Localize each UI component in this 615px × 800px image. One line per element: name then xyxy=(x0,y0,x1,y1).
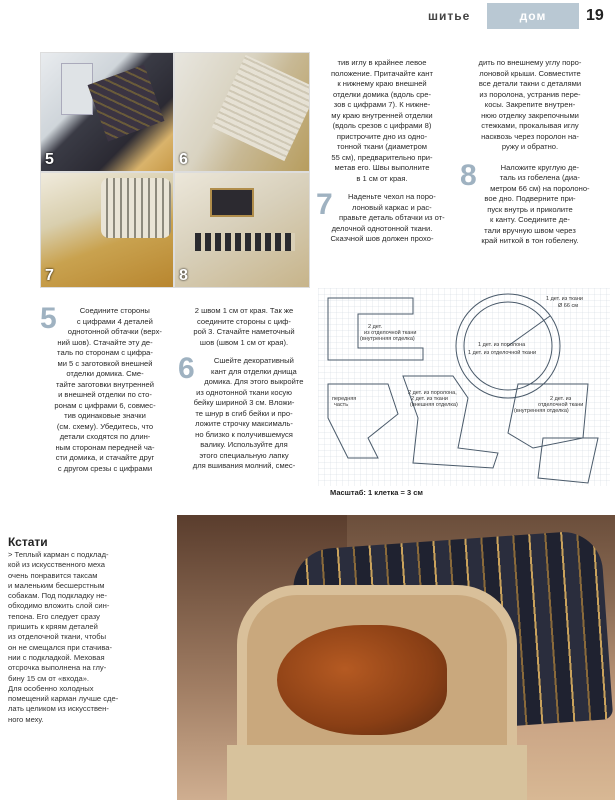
text-line: с цифрами 4 деталей xyxy=(76,316,153,326)
text-line: соедините стороны с циф- xyxy=(197,316,291,326)
text-line: край ниткой в тон гобелену. xyxy=(481,236,579,245)
text-line: таль из гобелена (диа- xyxy=(499,173,580,182)
text-line: (см. схему). Убедитесь, что xyxy=(56,421,154,431)
text-line: ложите строчку максималь- xyxy=(195,419,293,428)
text-line: домика. Для этого выкройте xyxy=(204,377,304,386)
pattern-label: (внутренняя отделка) xyxy=(514,408,569,414)
text-line: кой из искусственного меха xyxy=(8,560,105,570)
step-photo-5 xyxy=(40,52,174,172)
sidebar-text xyxy=(8,550,160,725)
text-line: для вшивания молний, смес- xyxy=(192,461,296,470)
pattern-label: (внутренняя отделка) xyxy=(360,336,415,342)
text-line: Для особенно холодных xyxy=(8,683,94,693)
text-line: делочной однотонной ткани. xyxy=(331,223,433,233)
text-line: валику. Используйте для xyxy=(200,440,288,449)
text-line: отсрочка выполнена на глу- xyxy=(8,663,107,673)
step-photo-7 xyxy=(40,172,174,288)
text-line: Соедините стороны xyxy=(79,306,150,315)
text-line: тив одинаковые значки xyxy=(64,411,146,420)
pattern-label: 1 дет. из ткани xyxy=(546,296,583,302)
text-line: нии с подкладкой. Меховая xyxy=(8,652,105,662)
text-line: к канту. Соедините де- xyxy=(490,215,570,224)
text-column-step-6 xyxy=(178,306,310,472)
text-line: очень понравится таксам xyxy=(8,570,98,580)
text-line: вое дно. Подверните при- xyxy=(484,194,576,203)
text-line: помещений карман лучше сде- xyxy=(8,694,119,704)
text-line: ронам с цифрами 6, совмес- xyxy=(54,400,156,410)
text-line: 55 см), предварительно при- xyxy=(331,152,433,162)
text-line: лоновый каркас и рас- xyxy=(352,202,432,212)
step-7 xyxy=(316,188,448,245)
text-line: Сшейте декоративный xyxy=(213,356,294,365)
pattern-label: из отделочной ткани xyxy=(364,330,417,336)
pattern-label: отделочной ткани xyxy=(538,402,584,408)
pattern-label: 1 дет. из поролона xyxy=(478,342,526,348)
text-column-steps-6-7 xyxy=(316,58,448,245)
text-line: тонной ткани (диаметром xyxy=(336,142,428,151)
text-line: Наложите круглую де- xyxy=(500,162,580,172)
text-line: тепона. Его следует сразу xyxy=(8,611,100,621)
section-label: шитье xyxy=(428,9,471,23)
step-photo-8 xyxy=(174,172,310,288)
text-line: ми 5 с заготовкой внешней xyxy=(57,358,153,368)
step-number-8: 8 xyxy=(460,158,477,192)
paragraph-6-continued xyxy=(316,58,448,184)
text-line: нюю отделку закрепочными xyxy=(481,110,579,120)
text-line: и маленьким бесшерстным xyxy=(8,580,105,590)
pattern-label: 1 дет. из отделочной ткани xyxy=(468,350,537,356)
text-line: рой 3. Стачайте наметочный xyxy=(193,327,295,336)
photo-label: 8 xyxy=(179,267,188,284)
text-line: (вдоль срезов с цифрами 8) xyxy=(332,121,432,130)
text-line: лоновой крыши. Совместите xyxy=(479,68,581,78)
text-line: 2 швом 1 см от края. Так же xyxy=(194,306,294,315)
step-6 xyxy=(178,352,310,472)
text-line: тайте заготовки внутренней xyxy=(55,379,155,389)
text-line: Сказчной шов должен прохо- xyxy=(330,234,434,243)
pattern-label: 2 дет. из поролона, xyxy=(408,390,457,396)
text-line: стежками, прокалывая иглу xyxy=(481,121,579,130)
text-line: он не смещался при стачива- xyxy=(8,642,113,652)
text-line: Наденьте чехол на поро- xyxy=(347,192,436,201)
photo-label: 7 xyxy=(45,267,54,284)
text-line: метром 66 см) на поролоно- xyxy=(490,183,590,193)
pattern-label: 2 дет. из xyxy=(550,396,572,402)
step-number-6: 6 xyxy=(178,352,195,385)
pattern-label: Ø 66 см xyxy=(558,303,578,309)
category-tab: дом xyxy=(487,3,579,29)
text-line: косы. Закрепите внутрен- xyxy=(484,100,576,109)
text-line: тив иглу в крайнее левое xyxy=(337,58,427,67)
text-line: пуск внутрь и приколите xyxy=(487,204,573,214)
pattern-label: 2 дет. из ткани xyxy=(411,396,448,402)
text-line: этого специальную лапку xyxy=(199,450,289,460)
pattern-label: часть xyxy=(334,402,349,408)
dachshund xyxy=(277,625,447,735)
dog-house-photo xyxy=(177,515,615,800)
text-line: те шнур в сгиб бейки и про- xyxy=(195,408,293,418)
text-line: ний шов). Стачайте эту де- xyxy=(57,337,153,347)
text-line: му краю внутренней отделки xyxy=(331,110,433,120)
step-number-7: 7 xyxy=(316,188,333,221)
text-column-step-5 xyxy=(40,302,170,474)
text-line: детали сходятся по длин- xyxy=(59,432,151,441)
text-line: тали вручную швом через xyxy=(484,225,576,235)
text-line: бейку шириной 3 см. Вложи- xyxy=(193,398,295,407)
text-line: из однотонной ткани косую xyxy=(196,387,292,397)
text-line: обходимо вложить слой син- xyxy=(8,601,110,611)
text-line: но близко к получившемуся xyxy=(195,429,293,439)
page-number: 19 xyxy=(586,7,604,24)
text-line: положение. Притачайте кант xyxy=(331,68,433,78)
photo-label: 5 xyxy=(45,151,54,168)
photo-label: 6 xyxy=(179,151,188,168)
text-line: из поролона, устранив пере- xyxy=(479,89,581,99)
text-line: и внешней отделки по сто- xyxy=(58,390,152,399)
pattern-label: передняя xyxy=(332,396,357,402)
text-line: сти домика, и стачайте друг xyxy=(55,453,155,462)
text-line: с другом срезы с цифрами xyxy=(57,463,153,473)
text-line: насквозь через поролон на- xyxy=(481,131,579,141)
text-line: ружу и обратно. xyxy=(501,142,559,151)
text-line: все детали такни с деталями xyxy=(478,79,582,88)
step-number-5: 5 xyxy=(40,302,57,335)
pattern-scale: Масштаб: 1 клетка = 3 см xyxy=(330,488,423,497)
text-line: ным сторонам передней ча- xyxy=(55,442,155,452)
text-line: шов (швом 1 см от края). xyxy=(199,337,289,347)
text-line: лать целиком из искусствен- xyxy=(8,704,109,714)
text-line: метав его. Швы выполните xyxy=(334,163,430,172)
step-8 xyxy=(460,158,600,247)
text-line: дить по внешнему углу поро- xyxy=(478,58,582,67)
text-line: бину 15 см от «входа». xyxy=(8,673,90,683)
sewing-pattern-diagram xyxy=(318,288,610,500)
text-line: пристрочите дно из одно- xyxy=(336,131,428,141)
text-line: из отделочной ткани, чтобы xyxy=(8,632,107,642)
text-column-steps-7-8 xyxy=(460,58,600,247)
pattern-label: 2 дет. xyxy=(368,324,383,330)
text-line: пришить к кряям деталей xyxy=(8,622,98,632)
text-line: > Теплый карман с подклад- xyxy=(8,550,109,559)
text-line: ного меху. xyxy=(8,714,44,724)
paragraph-7-continued xyxy=(460,58,600,153)
fur-mat xyxy=(227,745,527,800)
text-line: правьте деталь обтачки из от- xyxy=(338,213,445,222)
text-line: отделки домика (вдоль сре- xyxy=(333,89,431,99)
text-line: к нижнему краю внешней xyxy=(337,79,427,88)
pattern-label: (внешняя отделка) xyxy=(410,402,458,408)
text-line: таль по сторонам с цифра- xyxy=(57,348,153,357)
text-line: отделки домика. Сме- xyxy=(66,369,144,378)
text-line: однотонной обтачки (верх- xyxy=(67,327,162,336)
text-line: кант для отделки днища xyxy=(210,366,297,376)
step-photo-6 xyxy=(174,52,310,172)
sidebar-title: Кстати xyxy=(8,535,48,549)
text-line: в 1 см от края. xyxy=(356,173,408,183)
text-line: собакам. Под подкладку не- xyxy=(8,591,108,601)
text-line: зов с цифрами 7). К нижне- xyxy=(333,100,431,109)
